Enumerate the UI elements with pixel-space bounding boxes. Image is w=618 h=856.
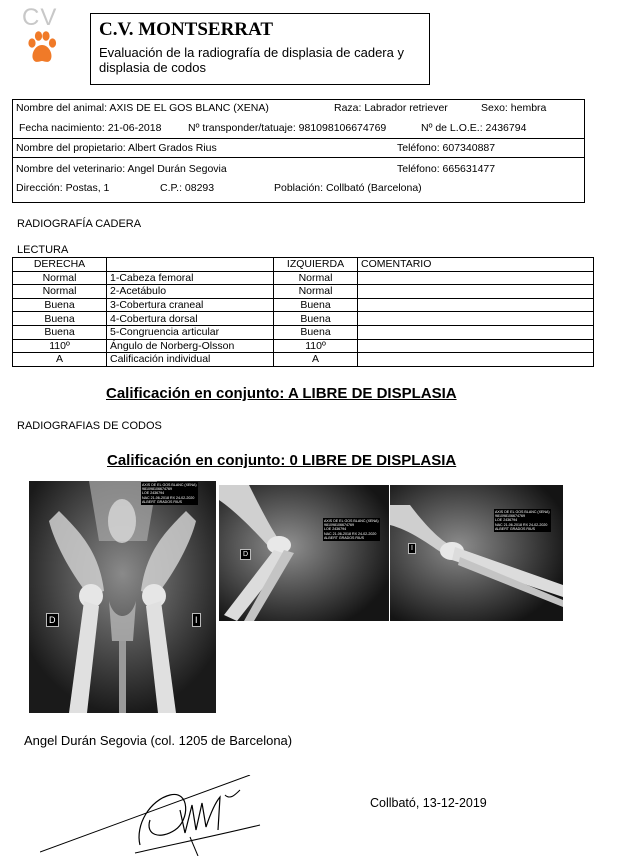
owner-name: Nombre del propietario: Albert Grados Rius xyxy=(16,142,217,154)
left-value: A xyxy=(274,353,358,367)
handwritten-signature-icon xyxy=(40,775,270,856)
info-border-left xyxy=(12,100,13,202)
right-value: A xyxy=(13,353,107,367)
hip-xray-drawing xyxy=(29,481,216,713)
xray-label-line: LOE 2436794 xyxy=(324,527,347,532)
right-value: Buena xyxy=(13,298,107,312)
table-row xyxy=(13,298,594,312)
right-value: Normal xyxy=(13,271,107,285)
info-divider xyxy=(12,138,585,139)
xray-label-line: NAC 21-06-2018 RX 24-02-2020 xyxy=(324,531,377,536)
comment xyxy=(358,285,594,299)
comment xyxy=(358,339,594,353)
xray-label-line: AXIS DE EL GOS BLANC (XENA) xyxy=(324,519,379,523)
header-parameter xyxy=(107,258,274,272)
elbow-overall-grade: Calificación en conjunto: 0 LIBRE DE DISPLASIA xyxy=(107,452,457,469)
xray-label-line: ALBERT GRADOS RIUS xyxy=(324,535,365,540)
left-value: 110º xyxy=(274,339,358,353)
xray-label-line: 981098106674769 xyxy=(324,523,354,528)
table-row xyxy=(13,271,594,285)
paw-logo-icon xyxy=(26,30,58,66)
xray-label-line: 981098106674769 xyxy=(495,514,525,519)
xray-label-line: ALBERT GRADOS RIUS xyxy=(495,526,536,531)
xray-label-line: NAC 21-06-2018 RX 24-02-2020 xyxy=(495,522,548,527)
hip-xray-label xyxy=(141,482,198,505)
reading-label: LECTURA xyxy=(17,244,69,256)
comment xyxy=(358,271,594,285)
table-row xyxy=(13,339,594,353)
header-comment: COMENTARIO xyxy=(358,258,594,272)
left-value: Normal xyxy=(274,271,358,285)
parameter: 4-Cobertura dorsal xyxy=(107,312,274,326)
comment xyxy=(358,353,594,367)
vet-name: Nombre del veterinario: Angel Durán Segovia xyxy=(16,163,227,175)
hip-reading-table xyxy=(12,257,594,367)
parameter: Calificación individual xyxy=(107,353,274,367)
hip-xray-image xyxy=(29,481,216,713)
table-row xyxy=(13,325,594,339)
xray-label-line: LOE 2436794 xyxy=(495,518,518,523)
info-border-right xyxy=(584,100,585,202)
town: Población: Collbató (Barcelona) xyxy=(274,182,422,194)
info-divider xyxy=(12,157,585,158)
left-value: Buena xyxy=(274,312,358,326)
place-date: Collbató, 13-12-2019 xyxy=(370,796,487,810)
transponder: Nº transponder/tatuaje: 981098106674769 xyxy=(188,122,387,134)
right-value: Buena xyxy=(13,312,107,326)
header-left: IZQUIERDA xyxy=(274,258,358,272)
left-value: Buena xyxy=(274,298,358,312)
elbow-right-xray-label xyxy=(323,518,380,541)
comment xyxy=(358,298,594,312)
elbow-xray-right-image xyxy=(219,485,389,621)
document-subtitle: Evaluación de la radiografía de displasia de cadera y displasia de codos xyxy=(99,45,404,75)
elbow-section-title: RADIOGRAFIAS DE CODOS xyxy=(17,420,162,432)
xray-label-line: NAC 21-06-2018 RX 24-02-2020 xyxy=(142,495,195,500)
elbow-left-side-marker: I xyxy=(408,543,416,554)
animal-name: Nombre del animal: AXIS DE EL GOS BLANC (XENA) xyxy=(16,102,269,114)
hip-side-right-marker: D xyxy=(46,613,59,627)
animal-info-box xyxy=(12,99,585,203)
right-value: 110º xyxy=(13,339,107,353)
parameter: 2-Acetábulo xyxy=(107,285,274,299)
right-value: Buena xyxy=(13,325,107,339)
breed: Raza: Labrador retriever xyxy=(334,102,448,114)
hip-side-left-marker: I xyxy=(192,613,201,627)
loe-number: Nº de L.O.E.: 2436794 xyxy=(421,122,527,134)
vet-signature-name: Angel Durán Segovia (col. 1205 de Barcelona) xyxy=(24,733,293,748)
xray-label-line: LOE 2436794 xyxy=(142,491,165,496)
header-box xyxy=(90,13,430,85)
birth-date: Fecha nacimiento: 21-06-2018 xyxy=(19,122,162,134)
hip-section-title: RADIOGRAFÍA CADERA xyxy=(17,218,142,230)
xray-label-line: ALBERT GRADOS RIUS xyxy=(142,499,183,504)
left-value: Normal xyxy=(274,285,358,299)
elbow-left-xray-label xyxy=(494,509,551,532)
parameter: 5-Congruencia articular xyxy=(107,325,274,339)
xray-label-line: 981098106674769 xyxy=(142,487,172,492)
table-row xyxy=(13,353,594,367)
left-value: Buena xyxy=(274,325,358,339)
hip-overall-grade: Calificación en conjunto: A LIBRE DE DISPLASIA xyxy=(106,385,457,402)
elbow-right-side-marker: D xyxy=(240,549,251,560)
table-row xyxy=(13,285,594,299)
sex: Sexo: hembra xyxy=(481,102,547,114)
parameter: Ángulo de Norberg-Olsson xyxy=(107,339,274,353)
header-right: DERECHA xyxy=(13,258,107,272)
table-header-row xyxy=(13,258,594,272)
xray-label-line: AXIS DE EL GOS BLANC (XENA) xyxy=(142,483,197,487)
vet-phone: Teléfono: 665631477 xyxy=(397,163,496,175)
parameter: 1-Cabeza femoral xyxy=(107,271,274,285)
clinic-name: C.V. MONTSERRAT xyxy=(99,19,274,40)
comment xyxy=(358,312,594,326)
right-value: Normal xyxy=(13,285,107,299)
parameter: 3-Cobertura craneal xyxy=(107,298,274,312)
logo-text: CV xyxy=(22,4,58,31)
postcode: C.P.: 08293 xyxy=(160,182,215,194)
table-row xyxy=(13,312,594,326)
elbow-xray-left-image xyxy=(390,485,563,621)
owner-phone: Teléfono: 607340887 xyxy=(397,142,496,154)
comment xyxy=(358,325,594,339)
xray-label-line: AXIS DE EL GOS BLANC (XENA) xyxy=(495,510,550,514)
address: Dirección: Postas, 1 xyxy=(16,182,110,194)
